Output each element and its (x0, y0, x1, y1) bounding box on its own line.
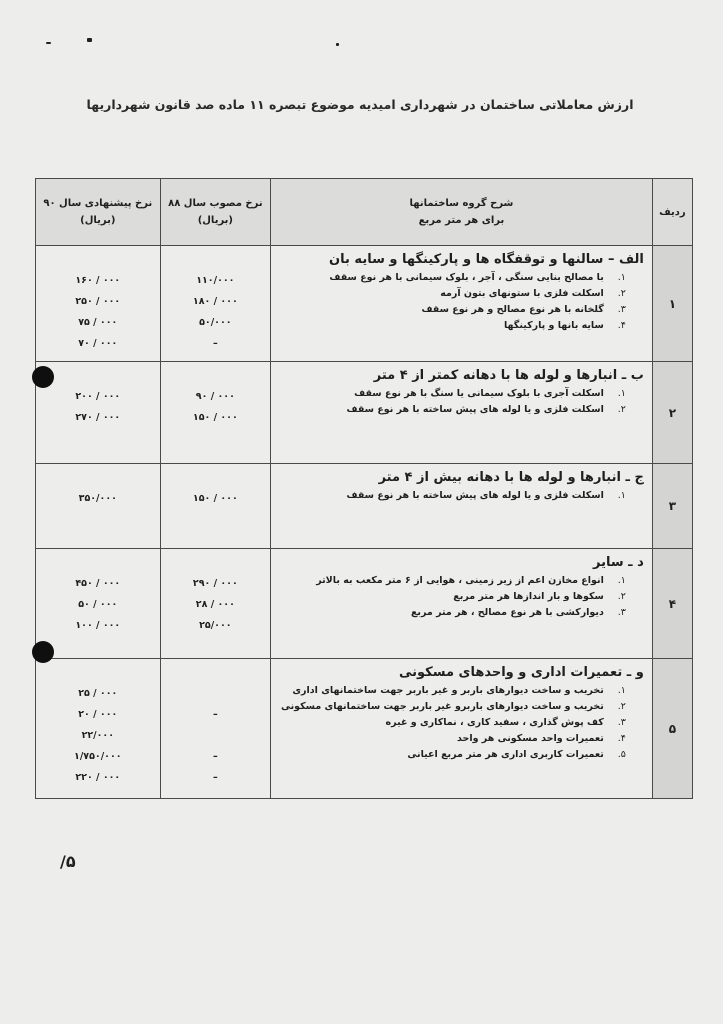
rate-88-value: – (212, 709, 218, 720)
table-header-row (36, 179, 693, 246)
item-number: ۲. (617, 288, 626, 299)
rate-88-cell (160, 549, 271, 659)
header-row-index: ردیف (652, 179, 692, 246)
rate-90-value: ۲۰ / ۰۰۰ (78, 709, 118, 720)
item-number: ۴. (617, 320, 626, 331)
item-number: ۲. (617, 591, 626, 602)
rate-88-value: – (212, 338, 218, 349)
scan-speck (336, 43, 339, 46)
list-item (275, 304, 626, 315)
list-item (275, 733, 626, 744)
scan-speck (46, 42, 51, 44)
rate-88-value: ۲۹۰ / ۰۰۰ (192, 578, 238, 589)
item-text: تعمیرات کاربری اداری هر متر مربع اعیانی (407, 749, 604, 760)
cell-spacer (161, 246, 271, 270)
page-number: ۵/ (60, 852, 76, 871)
rate-88-value (161, 683, 271, 704)
rate-90-cell (36, 549, 161, 659)
group-title: د ـ سایر (593, 555, 644, 570)
group-title: الف – سالنها و توقفگاه ها و پارکینگها و سایه بان (329, 252, 644, 267)
item-text: تعمیرات واحد مسکونی هر واحد (457, 733, 604, 744)
rate-90-value: ۱۶۰ / ۰۰۰ (75, 275, 121, 286)
header-rate88-line1: نرخ مصوب سال ۸۸ (168, 198, 263, 209)
list-item (275, 717, 626, 728)
item-text: اسکلت فلزی و یا لوله های پیش ساخته با هر نوع سقف (346, 490, 604, 501)
rate-90-value: ۷۵ / ۰۰۰ (78, 317, 118, 328)
rate-90-value: ۲۲۰ / ۰۰۰ (75, 772, 121, 783)
item-number: ۴. (617, 733, 626, 744)
item-number: ۲. (617, 701, 626, 712)
rate-90-cell (36, 362, 161, 464)
item-number: ۱. (617, 272, 626, 283)
group-title: و ـ تعمیرات اداری و واحدهای مسکونی (398, 665, 644, 680)
rate-88-cell (160, 464, 271, 549)
item-text: سایه بانها و پارکینگها (503, 320, 604, 331)
rate-90-value: ۲۵ / ۰۰۰ (78, 688, 118, 699)
header-rate90-line2: (بریال) (80, 215, 116, 226)
group-title: ج ـ انبارها و لوله ها با دهانه بیش از ۴ متر (378, 470, 644, 485)
item-text: اسکلت آجری با بلوک سیمانی یا سنگ با هر نوع سقف (354, 388, 604, 399)
list-item (275, 320, 626, 331)
list-item (275, 607, 626, 618)
cell-spacer (36, 464, 160, 488)
group-description (271, 659, 653, 799)
cell-spacer (161, 362, 271, 386)
item-text: گلخانه با هر نوع مصالح و هر نوع سقف (421, 304, 604, 315)
rate-90-value: ۴۵۰ / ۰۰۰ (75, 578, 121, 589)
cell-spacer (36, 659, 160, 683)
list-item (275, 404, 626, 415)
rate-88-cell (160, 659, 271, 799)
rate-88-cell (160, 362, 271, 464)
valuation-table (35, 178, 693, 799)
row-index: ۳ (652, 464, 692, 549)
rate-88-value: – (212, 751, 218, 762)
rate-90-value: ۳۵۰/۰۰۰ (78, 493, 117, 504)
item-number: ۳. (617, 304, 626, 315)
item-number: ۲. (617, 404, 626, 415)
item-number: ۳. (617, 607, 626, 618)
group-description (271, 246, 653, 362)
table-row (36, 549, 693, 659)
table-row (36, 659, 693, 799)
item-text: با مصالح بنایی سنگی ، آجر ، بلوک سیمانی با هر نوع سقف (329, 272, 604, 283)
scan-speck (87, 38, 92, 42)
cell-spacer (161, 464, 271, 488)
item-number: ۱. (617, 388, 626, 399)
rate-88-value: ۲۸ / ۰۰۰ (195, 599, 235, 610)
group-description (271, 549, 653, 659)
rate-88-cell (160, 246, 271, 362)
list-item (275, 591, 626, 602)
cell-spacer (36, 549, 160, 573)
table-row (36, 362, 693, 464)
list-item (275, 685, 626, 696)
item-text: تخریب و ساخت دیوارهای باربرو غیر باربر جهت ساختمانهای مسکونی (281, 701, 604, 712)
rate-90-value: ۲۷۰ / ۰۰۰ (75, 412, 121, 423)
header-rate-90 (36, 179, 161, 246)
list-item (275, 288, 626, 299)
page-title: ارزش معاملاتی ساختمان در شهرداری امیدیه موضوع تبصره ۱۱ ماده صد قانون شهرداریها (86, 97, 634, 112)
rate-88-value (161, 725, 271, 746)
rate-88-value: ۱۵۰ / ۰۰۰ (192, 412, 238, 423)
rate-88-value: ۱۸۰ / ۰۰۰ (192, 296, 238, 307)
item-text: کف پوش گذاری ، سفید کاری ، نماکاری و غیره (385, 717, 604, 728)
rate-90-value: ۲۵۰ / ۰۰۰ (75, 296, 121, 307)
rate-90-value: ۲۰۰ / ۰۰۰ (75, 391, 121, 402)
header-rate90-line1: نرخ پیشنهادی سال ۹۰ (43, 198, 153, 209)
list-item (275, 749, 626, 760)
header-desc-line2: برای هر متر مربع (418, 215, 505, 226)
rate-90-cell (36, 246, 161, 362)
item-number: ۱. (617, 685, 626, 696)
table-row (36, 246, 693, 362)
item-text: اسکلت فلزی با ستونهای بتون آرمه (440, 288, 604, 299)
rate-88-value: – (212, 772, 218, 783)
item-text: تخریب و ساخت دیوارهای باربر و غیر باربر جهت ساختمانهای اداری (292, 685, 604, 696)
header-description (271, 179, 653, 246)
punch-hole (32, 641, 54, 663)
rate-88-value: ۲۵/۰۰۰ (199, 620, 232, 631)
list-item (275, 701, 626, 712)
rate-90-value: ۷۰ / ۰۰۰ (78, 338, 118, 349)
rate-88-value: ۹۰ / ۰۰۰ (195, 391, 235, 402)
rate-90-cell (36, 659, 161, 799)
row-index: ۵ (652, 659, 692, 799)
item-number: ۵. (617, 749, 626, 760)
cell-spacer (161, 659, 271, 683)
item-text: دیوارکشی با هر نوع مصالح ، هر متر مربع (410, 607, 604, 618)
list-item (275, 272, 626, 283)
item-text: سکوها و بار اندازها هر متر مربع (453, 591, 604, 602)
item-text: اسکلت فلزی و یا لوله های پیش ساخته با هر نوع سقف (346, 404, 604, 415)
header-desc-line1: شرح گروه ساختمانها (409, 198, 514, 209)
rate-90-value: ۵۰ / ۰۰۰ (78, 599, 118, 610)
table-row (36, 464, 693, 549)
item-number: ۱. (617, 490, 626, 501)
list-item (275, 490, 626, 501)
row-index: ۲ (652, 362, 692, 464)
group-description (271, 464, 653, 549)
punch-hole (32, 366, 54, 388)
cell-spacer (36, 246, 160, 270)
rate-88-value: ۱۵۰ / ۰۰۰ (192, 493, 238, 504)
header-rate88-line2: (بریال) (197, 215, 233, 226)
item-number: ۱. (617, 575, 626, 586)
item-number: ۳. (617, 717, 626, 728)
rate-90-value: ۲۲/۰۰۰ (81, 730, 115, 741)
list-item (275, 388, 626, 399)
group-description (271, 362, 653, 464)
rate-90-cell (36, 464, 161, 549)
cell-spacer (36, 362, 160, 386)
item-text: انواع مخازن اعم از زیر زمینی ، هوایی از ۶ متر مکعب به بالاتر (316, 575, 604, 586)
cell-spacer (161, 549, 271, 573)
row-index: ۱ (652, 246, 692, 362)
rate-90-value: ۱۰۰ / ۰۰۰ (75, 620, 121, 631)
rate-90-value: ۱/۷۵۰/۰۰۰ (74, 751, 122, 762)
row-index: ۴ (652, 549, 692, 659)
list-item (275, 575, 626, 586)
rate-88-value: ۵۰/۰۰۰ (199, 317, 232, 328)
rate-88-value: ۱۱۰/۰۰۰ (196, 275, 235, 286)
header-rate-88 (160, 179, 271, 246)
group-title: ب ـ انبارها و لوله ها با دهانه کمتر از ۴ متر (373, 368, 644, 383)
